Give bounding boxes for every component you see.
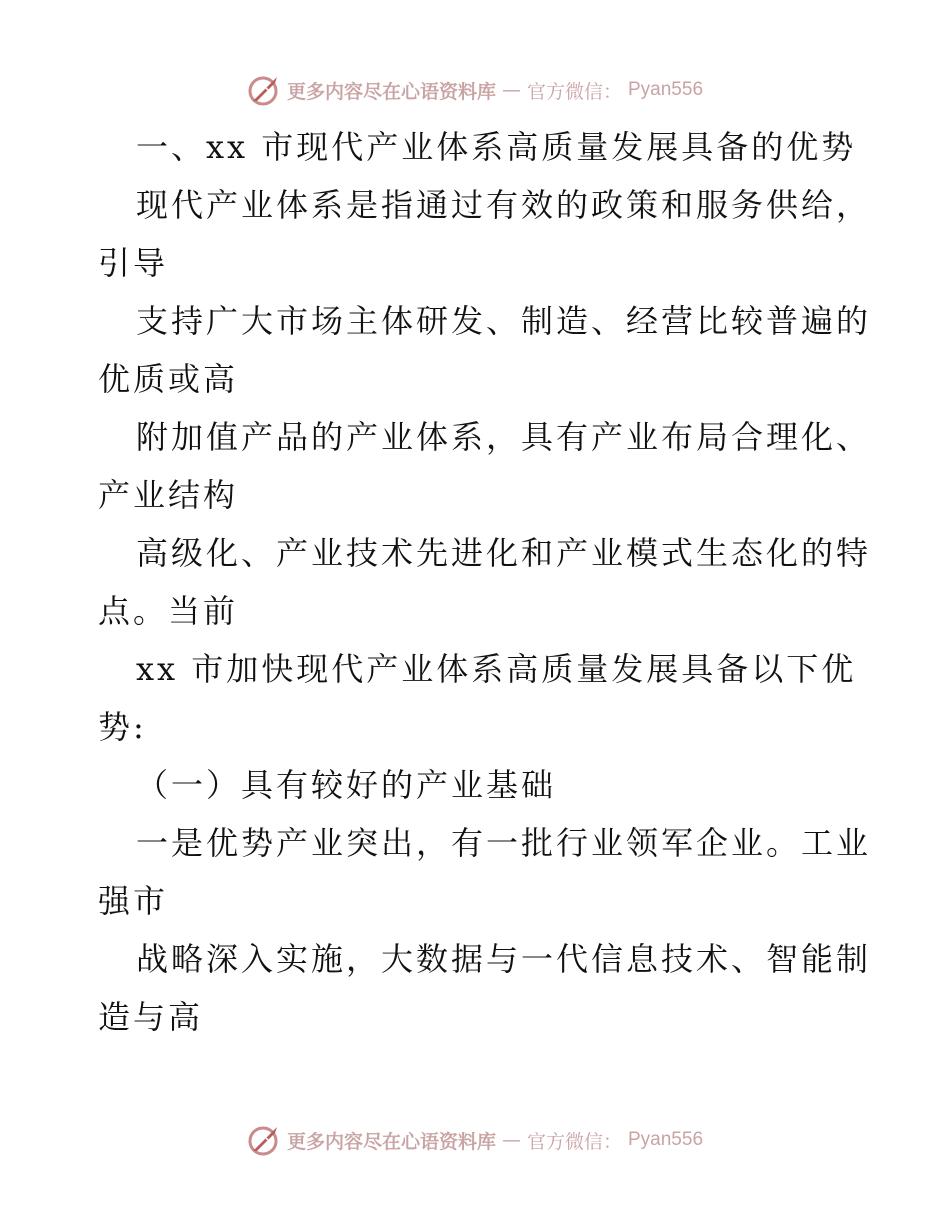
watermark-brand: 更多内容尽在心语资料库 [286, 80, 496, 103]
quill-logo-icon [247, 1123, 281, 1157]
body-line: 造与高 [98, 998, 204, 1036]
body-line: 强市 [98, 882, 169, 920]
watermark-dash: — [501, 79, 521, 101]
body-line: xx 市加快现代产业体系高质量发展具备以下优 [136, 650, 857, 688]
body-line: 一是优势产业突出，有一批行业领军企业。工业 [136, 824, 872, 862]
body-line: 产业结构 [98, 476, 239, 514]
body-line: 一、xx 市现代产业体系高质量发展具备的优势 [136, 128, 857, 166]
watermark-dash: — [501, 1129, 521, 1151]
body-line: 优质或高 [98, 360, 239, 398]
quill-logo-icon [247, 73, 281, 107]
body-line: 现代产业体系是指通过有效的政策和服务供给， [136, 186, 872, 224]
body-line: 支持广大市场主体研发、制造、经营比较普遍的 [136, 302, 872, 340]
section-heading: （一）具有较好的产业基础 [136, 766, 557, 804]
body-line: 点。当前 [98, 592, 239, 630]
body-line: 附加值产品的产业体系，具有产业布局合理化、 [136, 418, 872, 456]
watermark-brand: 更多内容尽在心语资料库 [286, 1130, 496, 1153]
footer-watermark [0, 1120, 950, 1160]
watermark-wechat-id: Pyan556 [628, 79, 704, 100]
header-watermark [0, 70, 950, 110]
watermark-wechat-id: Pyan556 [628, 1129, 704, 1150]
body-line: 战略深入实施，大数据与一代信息技术、智能制 [136, 940, 872, 978]
body-line: 引导 [98, 244, 169, 282]
watermark-wechat-label: 官方微信： [526, 80, 622, 103]
document-body [98, 118, 872, 1046]
body-line: 高级化、产业技术先进化和产业模式生态化的特 [136, 534, 872, 572]
watermark-wechat-label: 官方微信： [526, 1130, 622, 1153]
body-line: 势: [98, 708, 147, 746]
